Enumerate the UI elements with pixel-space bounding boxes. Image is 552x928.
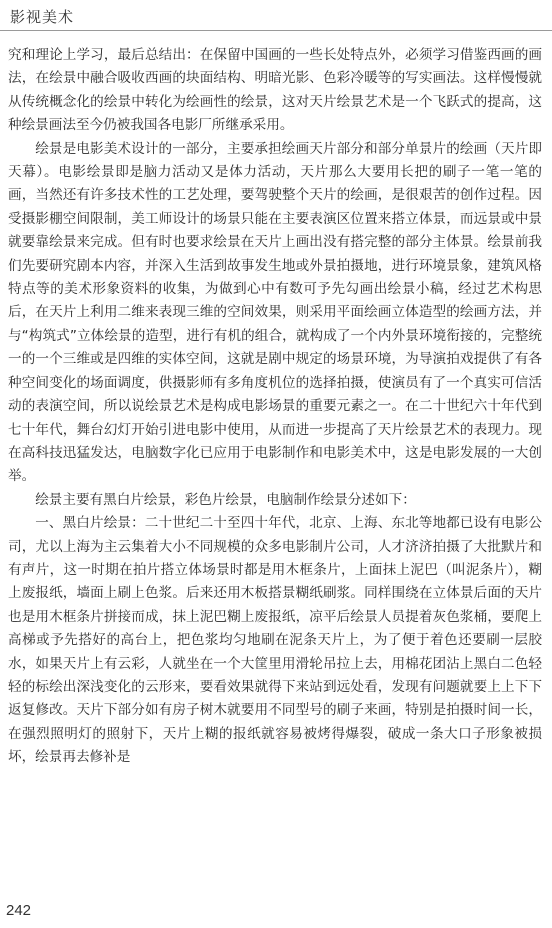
paragraph: 绘景是电影美术设计的一部分，主要承担绘画天片部分和部分单景片的绘画（天片即天幕）。电影绘景即是脑力活动又是体力活动，天片那么大要用长把的刷子一笔一笔的画，当然还有许多技术性的工艺处理，要驾驶整个天片的绘画，是很艰苦的创作过程。因受摄影棚空间限制，美工师设计的场景只能在主要表演区位置来搭立体景，而远景或中景就要靠绘景来完成。但有时也要求绘景在天片上画出没有搭完整的部分主体景。绘景前我们先要研究剧本内容，并深入生活到故事发生地或外景拍摄地，进行环境景象，建筑风格特点等的美术形象资料的收集，为做到心中有数可予先勾画出绘景小稿，经过艺术构思后，在天片上利用二维来表现三维的空间效果，则采用平面绘画立体造型的绘画方法，并与“构筑式”立体绘景的造型，进行有机的组合，就构成了一个内外景环境衔接的，完整统一的一个三维或是四维的实体空间，这就是剧中规定的场景环境，为导演拍戏提供了有各种空间变化的场面调度，供摄影师有多角度机位的选择拍摄，使演员有了一个真实可信活动的表演空间，所以说绘景艺术是构成电影场景的重要元素之一。在二十世纪六十年代到七十年代，舞台幻灯开始引进电影中使用，从而进一步提高了天片绘景艺术的表现力。现在高科技迅猛发达，电脑数字化已应用于电影制作和电影美术中，这是电影发展的一大创举。 <box>8 140 542 485</box>
paragraph: 一、黑白片绘景：二十世纪二十至四十年代，北京、上海、东北等地都已设有电影公司，尤以上海为主云集着大小不同规模的众多电影制片公司，人才济济拍摄了大批默片和有声片，这一时期在拍片搭立体场景时都是用木框条片，上面抹上泥巴（叫泥条片），糊上废报纸，墙面上刷上色浆。后来还用木板搭景糊纸刷浆。同样围绕在立体景后面的天片也是用木框条片拼接而成，抹上泥巴糊上废报纸，凉平后绘景人员提着灰色浆桶，要爬上高梯或予先搭好的高台上，把色浆均匀地刷在泥条天片上，为了便于着色还要刷一层胶水，如果天片上有云彩，人就坐在一个大筐里用滑轮吊拉上去，用棉花团沾上黑白二色轻轻的标绘出深浅变化的云形来，要看效果就得下来站到远处看，发现有问题就要上上下下返复修改。天片下部分如有房子树木就要用不同型号的刷子来画，特别是拍摄时间一长，在强烈照明灯的照射下，天片上糊的报纸就容易被烤得爆裂，破成一条大口子形象被损坏，绘景再去修补是 <box>8 515 542 766</box>
header-rule <box>0 30 552 31</box>
page-number: 242 <box>6 902 32 919</box>
body-text <box>8 44 542 770</box>
paragraph-continued: 究和理论上学习，最后总结出：在保留中国画的一些长处特点外，必须学习借鉴西画的画法，在绘景中融合吸收西画的块面结构、明暗光影、色彩冷暖等的写实画法。这样慢慢就从传统概念化的绘景中转化为绘画性的绘景，这对天片绘景艺术是一个飞跃式的提高，这种绘景画法至今仍被我国各电影厂所继承采用。 <box>8 47 542 134</box>
running-header: 影视美术 <box>10 8 75 26</box>
paragraph: 绘景主要有黑白片绘景，彩色片绘景，电脑制作绘景分述如下： <box>35 491 416 508</box>
